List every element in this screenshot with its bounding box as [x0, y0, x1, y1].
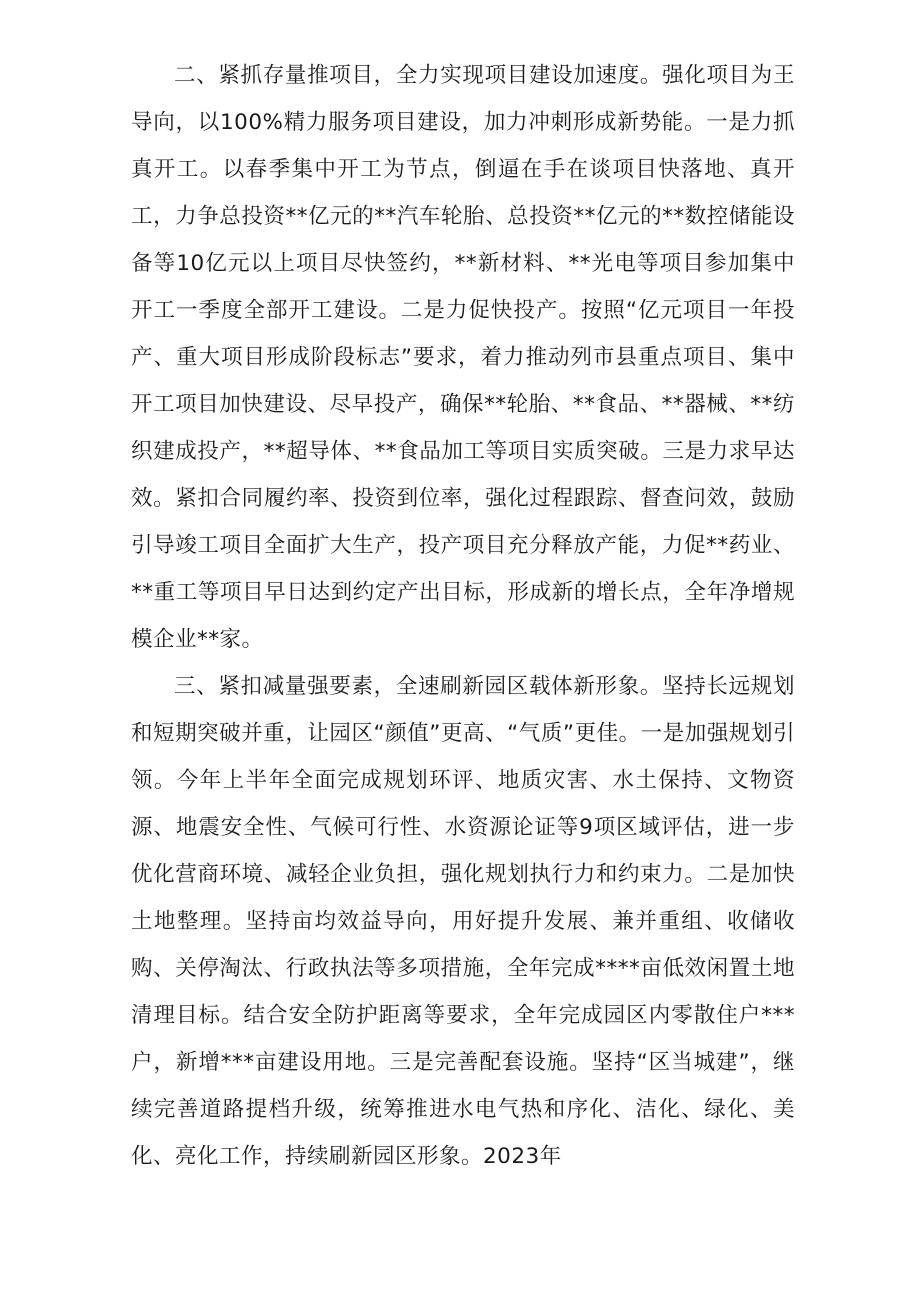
paragraph-section-two: 二、紧抓存量推项目，全力实现项目建设加速度。强化项目为王导向，以100%精力服务项目建设，加力冲刺形成新势能。一是力抓真开工。以春季集中开工为节点，倒逼在手在谈项目快落地、真开工，力争总投资**亿元的**汽车轮胎、总投资**亿元的**数控储能设备等10亿元以上项目尽快签约，**新材料、**光电等项目参加集中开工一季度全部开工建设。二是力促快投产。按照“亿元项目一年投产、重大项目形成阶段标志”要求，着力推动列市县重点项目、集中开工项目加快建设、尽早投产，确保**轮胎、**食品、**器械、**纺织建成投产，**超导体、**食品加工等项目实质突破。三是力求早达效。紧扣合同履约率、投资到位率，强化过程跟踪、督查问效，鼓励引导竣工项目全面扩大生产，投产项目充分释放产能，力促**药业、**重工等项目早日达到约定产出目标，形成新的增长点，全年净增规模企业**家。	[131, 63, 795, 652]
paragraph-section-three: 三、紧扣减量强要素，全速刷新园区载体新形象。坚持长远规划和短期突破并重，让园区“颜值”更高、“气质”更佳。一是加强规划引领。今年上半年全面完成规划环评、地质灾害、水土保持、文物资源、地震安全性、气候可行性、水资源论证等9项区域评估，进一步优化营商环境、减轻企业负担，强化规划执行力和约束力。二是加快土地整理。坚持亩均效益导向，用好提升发展、兼并重组、收储收购、关停淘汰、行政执法等多项措施，全年完成****亩低效闲置土地清理目标。结合安全防护距离等要求，全年完成园区内零散住户***户，新增***亩建设用地。三是完善配套设施。坚持“区当城建”，继续完善道路提档升级，统筹推进水电气热和序化、洁化、绿化、美化、亮化工作，持续刷新园区形象。2023年	[131, 674, 795, 1169]
document-body	[131, 52, 795, 1180]
